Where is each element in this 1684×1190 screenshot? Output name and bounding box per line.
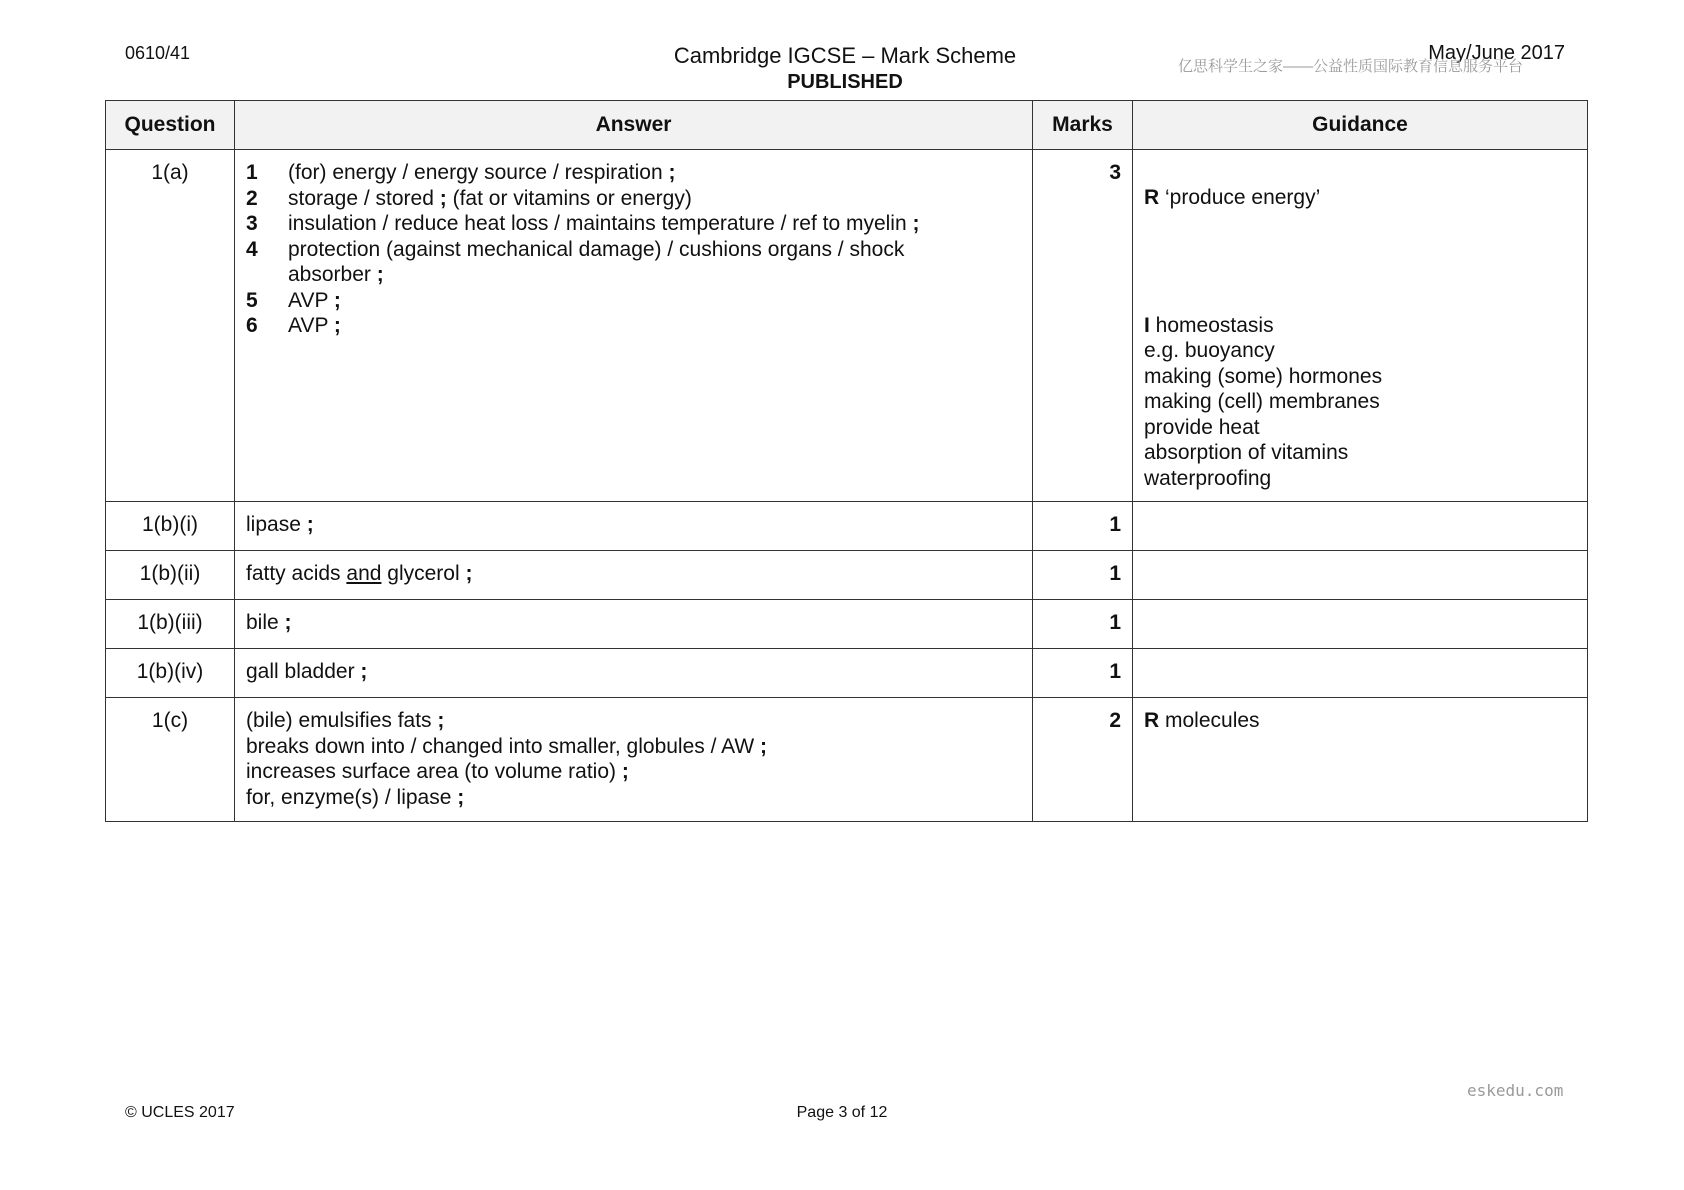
item-number: 4 — [246, 237, 258, 261]
col-header-marks: Marks — [1033, 101, 1133, 150]
question-cell: 1(b)(ii) — [106, 551, 235, 600]
answer-item — [246, 313, 1022, 339]
answer-cell: gall bladder ; — [235, 649, 1033, 698]
exam-session-date: May/June 2017 — [1428, 42, 1565, 64]
document-title: Cambridge IGCSE – Mark Scheme — [673, 43, 1017, 68]
guidance-cell — [1133, 551, 1588, 600]
guidance-reject: R molecules — [1144, 709, 1260, 732]
marks-cell: 1 — [1033, 649, 1133, 698]
page-number: Page 3 of 12 — [796, 1104, 888, 1121]
guidance-line: e.g. buoyancy — [1144, 339, 1275, 362]
item-number: 3 — [246, 212, 258, 235]
question-cell: 1(b)(i) — [106, 502, 235, 551]
mark-separator: ; — [376, 263, 384, 286]
table-row-1biii — [106, 600, 1588, 649]
guidance-cell — [1133, 150, 1588, 502]
answer-item — [246, 186, 1022, 212]
guidance-cell — [1133, 600, 1588, 649]
col-header-question: Question — [106, 101, 235, 150]
question-cell: 1(b)(iii) — [106, 600, 235, 649]
table-row-1biv — [106, 649, 1588, 698]
mark-separator: ; — [668, 161, 676, 184]
marks-cell: 3 — [1033, 150, 1133, 502]
mark-separator: ; — [912, 212, 920, 235]
guidance-line: making (cell) membranes — [1144, 390, 1380, 413]
watermark-site: eskedu.com — [1467, 1081, 1564, 1100]
answer-item — [246, 237, 1022, 288]
guidance-line: making (some) hormones — [1144, 364, 1383, 388]
answer-cell: fatty acids and glycerol ; — [235, 551, 1033, 600]
col-header-guidance: Guidance — [1133, 101, 1588, 150]
marks-cell: 2 — [1033, 698, 1133, 822]
table-row-1c — [106, 698, 1588, 822]
table-header-row — [106, 101, 1588, 150]
answer-cell — [235, 698, 1033, 822]
answer-line: (bile) emulsifies fats ; — [246, 709, 445, 732]
watermark-chinese: 亿思科学生之家——公益性质国际教育信息服务平台 — [1178, 58, 1524, 75]
col-header-answer: Answer — [235, 101, 1033, 150]
guidance-cell — [1133, 698, 1588, 822]
item-text: storage / stored — [288, 186, 440, 210]
answer-cell: bile ; — [235, 600, 1033, 649]
guidance-line: waterproofing — [1144, 466, 1272, 490]
item-text: (for) energy / energy source / respiration — [288, 161, 669, 184]
answer-line: for, enzyme(s) / lipase ; — [246, 785, 465, 809]
guidance-line: provide heat — [1144, 415, 1260, 439]
answer-line: breaks down into / changed into smaller, globules / AW ; — [246, 734, 768, 758]
answer-line: increases surface area (to volume ratio) ; — [246, 760, 629, 783]
guidance-ignore: I homeostasis — [1144, 313, 1274, 337]
item-text: protection (against mechanical damage) / cushions organs / shock absorber — [288, 237, 905, 286]
answer-item — [246, 288, 1022, 314]
document-status: PUBLISHED — [787, 71, 903, 93]
marks-cell: 1 — [1033, 502, 1133, 551]
item-text: insulation / reduce heat loss / maintains temperature / ref to myelin — [288, 212, 913, 235]
question-cell: 1(c) — [106, 698, 235, 822]
guidance-cell — [1133, 502, 1588, 551]
item-number: 2 — [246, 186, 258, 210]
item-text: AVP — [288, 314, 334, 337]
question-cell: 1(a) — [106, 150, 235, 502]
item-text: AVP — [288, 288, 334, 312]
mark-separator: ; — [439, 186, 447, 210]
copyright: © UCLES 2017 — [125, 1104, 235, 1121]
guidance-cell — [1133, 649, 1588, 698]
mark-separator: ; — [333, 314, 341, 337]
mark-scheme-table — [105, 100, 1588, 822]
guidance-reject: R ‘produce energy’ — [1144, 186, 1321, 209]
guidance-line: absorption of vitamins — [1144, 441, 1349, 464]
table-row-1bi — [106, 502, 1588, 551]
marks-cell: 1 — [1033, 551, 1133, 600]
underlined-keyword: and — [346, 562, 382, 585]
item-number: 6 — [246, 314, 258, 337]
table-row-1bii — [106, 551, 1588, 600]
paper-code: 0610/41 — [125, 43, 191, 63]
answer-cell: lipase ; — [235, 502, 1033, 551]
answer-item — [246, 211, 1022, 237]
marks-cell: 1 — [1033, 600, 1133, 649]
question-cell: 1(b)(iv) — [106, 649, 235, 698]
answer-cell — [235, 150, 1033, 502]
document-header — [560, 43, 1130, 94]
item-number: 5 — [246, 288, 258, 312]
item-text-extra: (fat or vitamins or energy) — [446, 186, 692, 210]
item-number: 1 — [246, 161, 258, 184]
table-row-1a — [106, 150, 1588, 502]
mark-separator: ; — [333, 288, 341, 312]
answer-item — [246, 160, 1022, 186]
